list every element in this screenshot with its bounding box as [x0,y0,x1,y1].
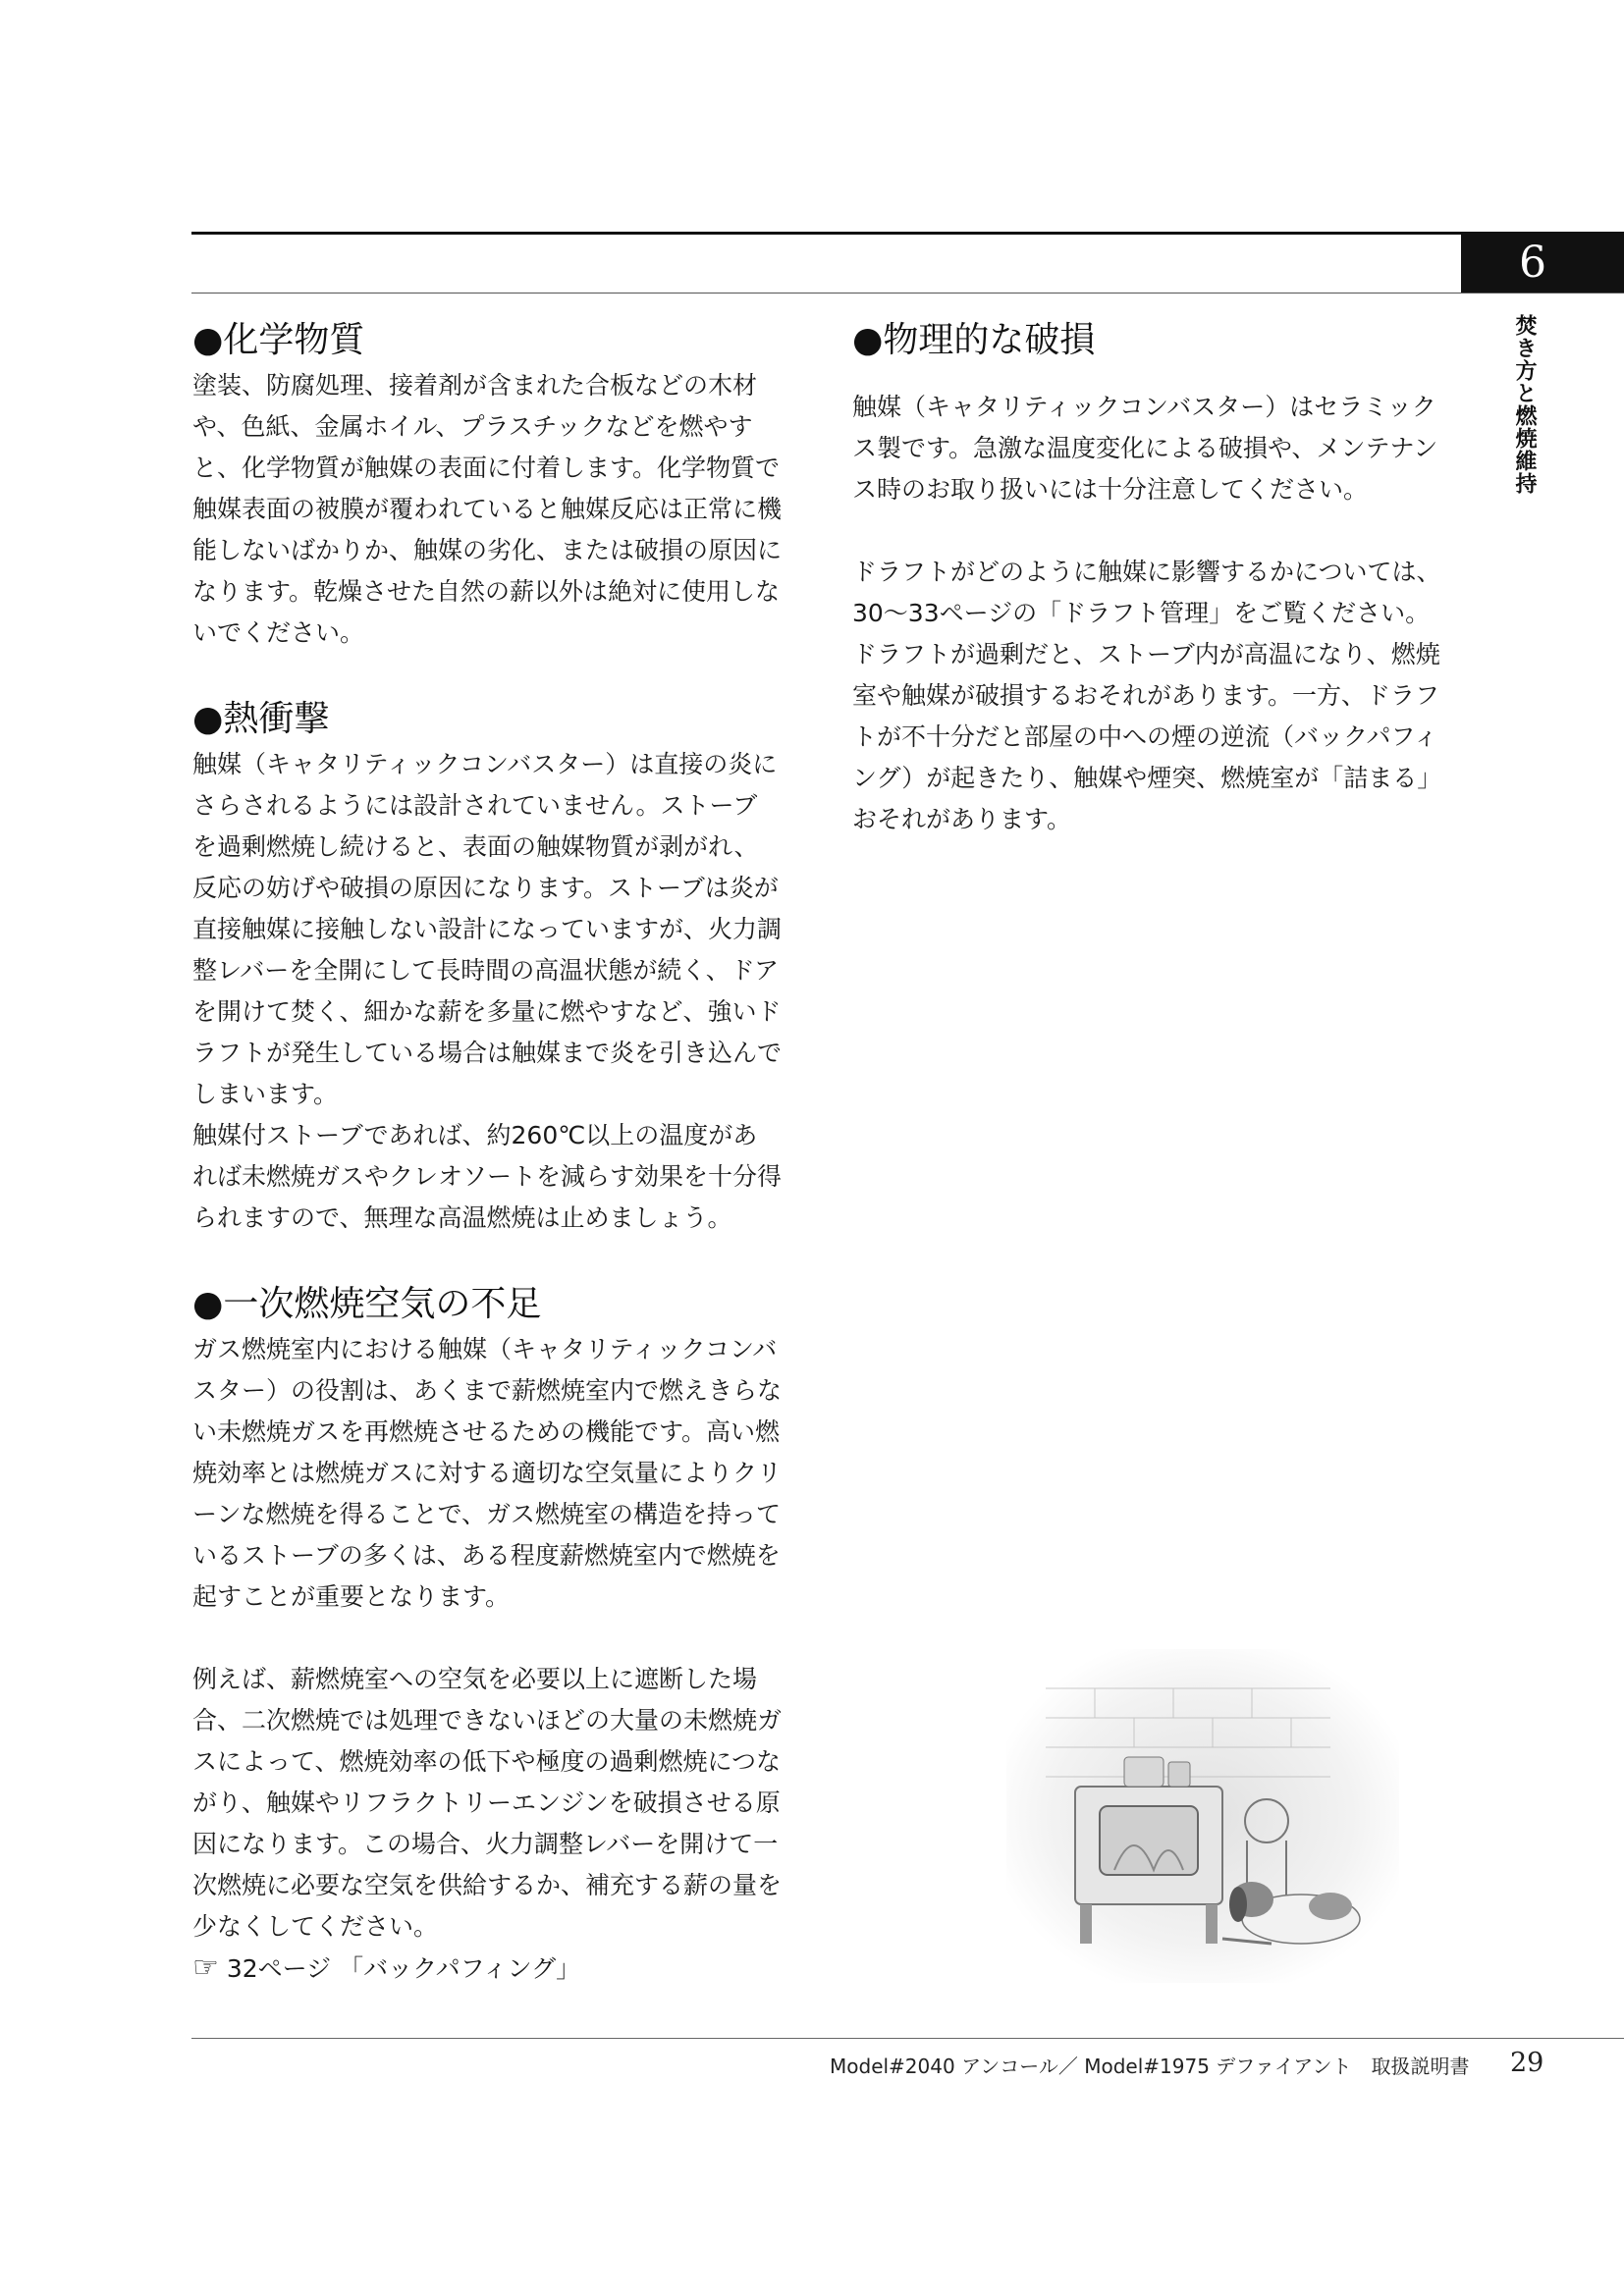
chapter-side-label: 焚き方と燃焼維持 [1512,314,1538,495]
chapter-number-tab: 6 [1461,234,1624,293]
section-body-draft: ドラフトがどのように触媒に影響するかについては、30～33ページの「ドラフト管理」をご覧ください。ドラフトが過剰だと、ストーブ内が高温になり、燃焼室や触媒が破損するおそれがあります。一方、ドラフトが不十分だと部屋の中への煙の逆流（バックパフィング）が起きたり、触媒や煙突、燃焼室が「詰まる」おそれがあります。 [852,558,1441,833]
section-heading-primary-air: ●一次燃焼空気の不足 [192,1284,542,1324]
section-body-physical-damage: 触媒（キャタリティックコンバスター）はセラミックス製です。急激な温度変化による破損や、メンテナンス時のお取り扱いには十分注意してください。 [852,393,1438,504]
section-body-thermal-shock: 触媒（キャタリティックコンバスター）は直接の炎にさらされるようには設計されていません。ストーブを過剰燃焼し続けると、表面の触媒物質が剥がれ、反応の妨げや破損の原因になります。ストーブは炎が直接触媒に接触しない設計になっていますが、火力調整レバーを全開にして長時間の高温状態が続く、ドアを開けて焚く、細かな薪を多量に燃やすなど、強いドラフトが発生している場合は触媒まで炎を引き込んでしまいます。 [192,750,783,1108]
section-body-thermal-shock-2: 触媒付ストーブであれば、約260℃以上の温度があれば未燃焼ガスやクレオソートを減らす効果を十分得られますので、無理な高温燃焼は止めましょう。 [192,1121,783,1232]
header-rule-thin [191,293,1624,294]
page-reference-text: 32ページ 「バックパフィング」 [226,1954,581,1983]
section-heading-physical-damage: ●物理的な破損 [852,320,1096,360]
pointing-hand-icon: ☞ [192,1950,219,1985]
section-heading-chemicals: ●化学物質 [192,320,365,360]
footer-rule [191,2038,1624,2039]
footer-text: Model#2040 アンコール／ Model#1975 デファイアント 取扱説明書 [830,2055,1470,2078]
page-number: 29 [1510,2048,1544,2078]
right-column [852,316,1441,840]
page-reference[interactable] [192,1948,782,1990]
section-heading-thermal-shock: ●熱衝撃 [192,699,330,739]
left-column [192,316,782,1990]
wood-stove-and-dog-illustration [1006,1649,1399,1983]
section-body-primary-air: ガス燃焼室内における触媒（キャタリティックコンバスター）の役割は、あくまで薪燃焼室内で燃えきらない未燃焼ガスを再燃焼させるための機能です。高い燃焼効率とは燃焼ガスに対する適切な空気量によりクリーンな燃焼を得ることで、ガス燃焼室の構造を持っているストーブの多くは、ある程度薪燃焼室内で燃焼を起すことが重要となります。 [192,1335,783,1611]
section-body-primary-air-2: 例えば、薪燃焼室への空気を必要以上に遮断した場合、二次燃焼では処理できないほどの大量の未燃焼ガスによって、燃焼効率の低下や極度の過剰燃焼につながり、触媒やリフラクトリーエンジンを破損させる原因になります。この場合、火力調整レバーを開けて一次燃焼に必要な空気を供給するか、補充する薪の量を少なくしてください。 [192,1665,783,1941]
header-rule [191,232,1624,235]
section-body-chemicals: 塗装、防腐処理、接着剤が含まれた合板などの木材や、色紙、金属ホイル、プラスチックなどを燃やすと、化学物質が触媒の表面に付着します。化学物質で触媒表面の被膜が覆われていると触媒反応は正常に機能しないばかりか、触媒の劣化、または破損の原因になります。乾燥させた自然の薪以外は絶対に使用しないでください。 [192,371,783,647]
